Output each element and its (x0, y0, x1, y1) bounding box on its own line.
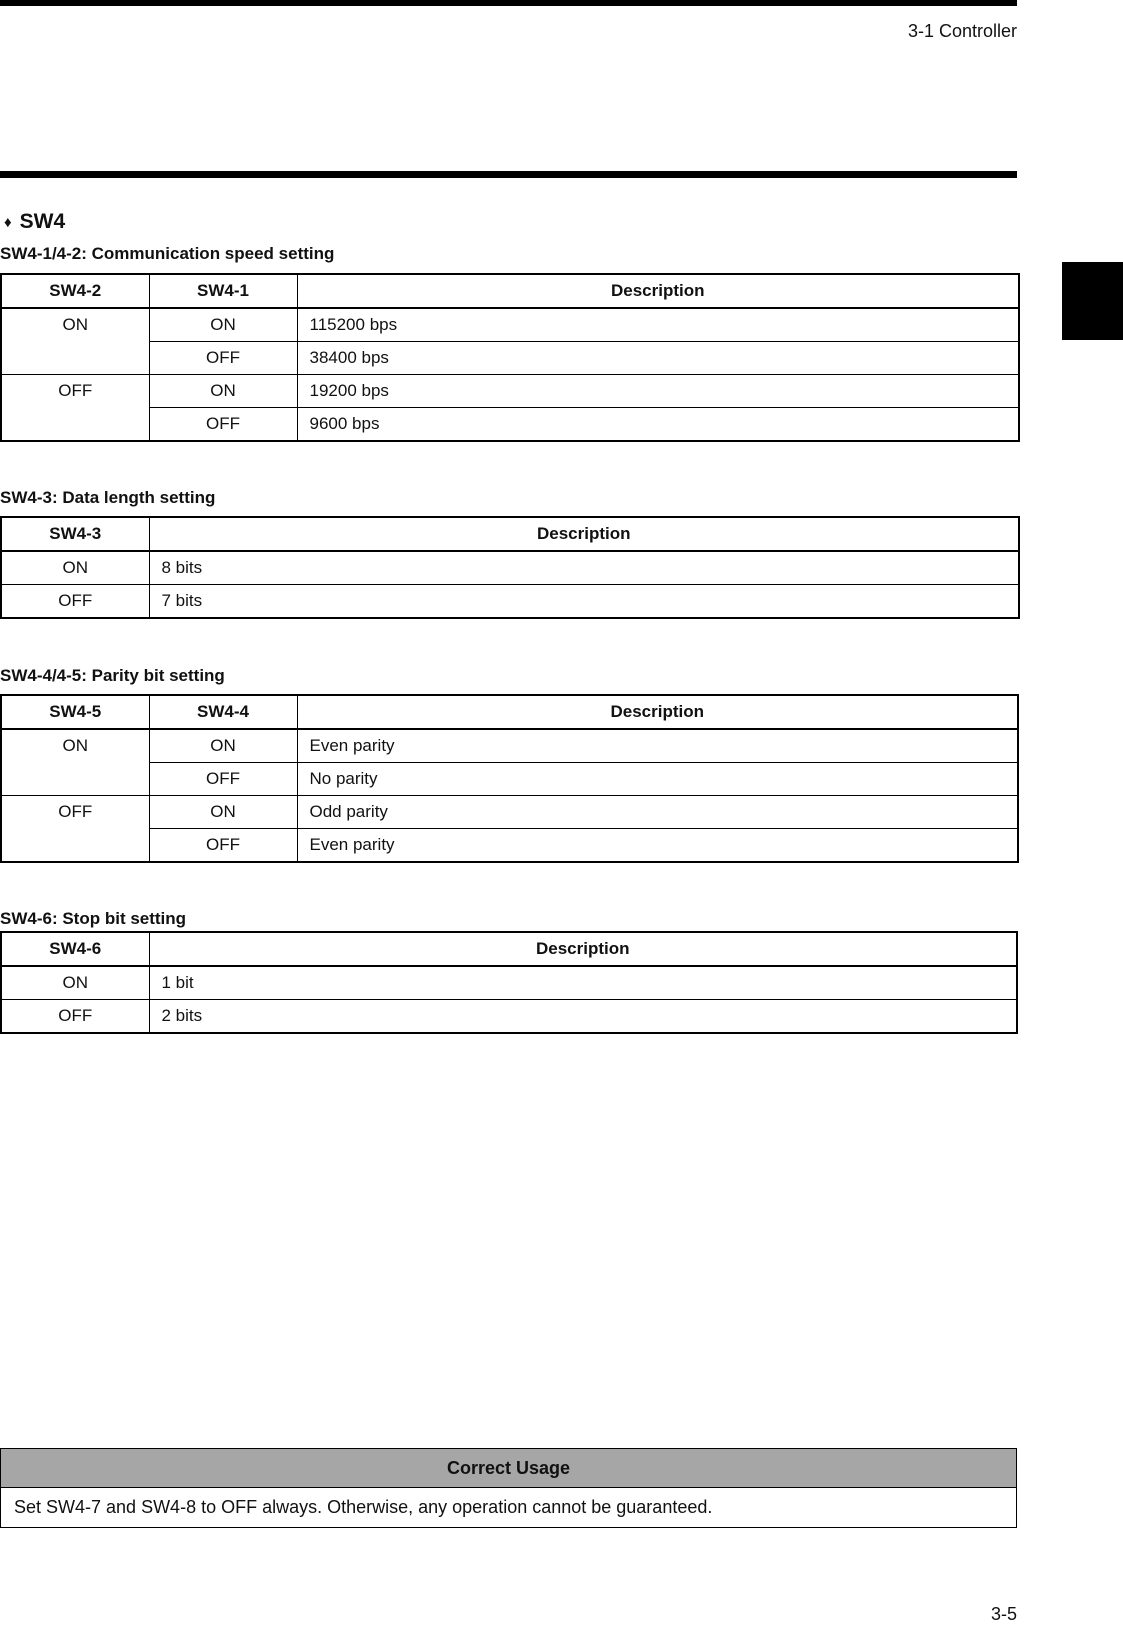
description-cell: 8 bits (149, 551, 1019, 585)
sw4-4-cell: OFF (149, 763, 297, 796)
table-row (1, 966, 1017, 1000)
sw4-5-cell: OFF (1, 796, 149, 863)
speed-table-caption: SW4-1/4-2: Communication speed setting (0, 244, 335, 263)
column-header: SW4-6 (1, 932, 149, 966)
sw4-1-cell: ON (149, 375, 297, 408)
table-row (1, 829, 1018, 863)
table-header-row (1, 695, 1018, 729)
description-cell: 7 bits (149, 585, 1019, 619)
diamond-bullet-icon: ♦ (4, 214, 12, 231)
description-cell: Even parity (297, 729, 1018, 763)
sw4-2-cell: ON (1, 308, 149, 375)
description-cell: Odd parity (297, 796, 1018, 829)
column-header: Description (297, 274, 1019, 308)
sw4-4-cell: OFF (149, 829, 297, 863)
data-length-table (0, 516, 1020, 619)
table-row (1, 342, 1019, 375)
description-cell: Even parity (297, 829, 1018, 863)
column-header: Description (149, 932, 1017, 966)
description-cell: 38400 bps (297, 342, 1019, 375)
description-cell: 1 bit (149, 966, 1017, 1000)
sw4-2-cell: OFF (1, 375, 149, 442)
sw4-1-cell: OFF (149, 408, 297, 442)
sw4-4-cell: ON (149, 729, 297, 763)
section-header: 3-1 Controller (907, 21, 1017, 41)
sw4-4-cell: ON (149, 796, 297, 829)
column-header: Description (149, 517, 1019, 551)
table-header-row (1, 517, 1019, 551)
table-row (1, 585, 1019, 619)
description-cell: 19200 bps (297, 375, 1019, 408)
sw4-1-cell: ON (149, 308, 297, 342)
column-header: SW4-3 (1, 517, 149, 551)
parity-setting-table (0, 694, 1019, 863)
correct-usage-box (0, 1448, 1017, 1528)
top-rule (0, 0, 1017, 6)
description-cell: 9600 bps (297, 408, 1019, 442)
correct-usage-text: Set SW4-7 and SW4-8 to OFF always. Otherwise, any operation cannot be guaranteed. (14, 1497, 713, 1517)
table-row (1, 796, 1018, 829)
parity-table-caption: SW4-4/4-5: Parity bit setting (0, 666, 225, 685)
sw4-6-cell: OFF (1, 1000, 149, 1034)
chapter-tab-marker (1062, 262, 1123, 340)
stop-table-caption: SW4-6: Stop bit setting (0, 909, 187, 928)
page-number: 3-5 (990, 1604, 1017, 1624)
table-row (1, 763, 1018, 796)
section-title (4, 210, 65, 234)
column-header: SW4-2 (1, 274, 149, 308)
speed-setting-table (0, 273, 1020, 442)
correct-usage-title: Correct Usage (1, 1449, 1016, 1488)
description-cell: 115200 bps (297, 308, 1019, 342)
sw4-3-cell: ON (1, 551, 149, 585)
stop-bit-table (0, 931, 1018, 1034)
table-header-row (1, 932, 1017, 966)
sw4-5-cell: ON (1, 729, 149, 796)
table-row (1, 551, 1019, 585)
sw4-1-cell: OFF (149, 342, 297, 375)
table-row (1, 729, 1018, 763)
table-row (1, 1000, 1017, 1034)
table-row (1, 408, 1019, 442)
sw4-6-cell: ON (1, 966, 149, 1000)
table-row (1, 375, 1019, 408)
description-cell: No parity (297, 763, 1018, 796)
column-header: SW4-1 (149, 274, 297, 308)
table-header-row (1, 274, 1019, 308)
column-header: SW4-4 (149, 695, 297, 729)
section-title-text: SW4 (19, 210, 66, 233)
length-table-caption: SW4-3: Data length setting (0, 488, 216, 507)
column-header: SW4-5 (1, 695, 149, 729)
column-header: Description (297, 695, 1018, 729)
sw4-3-cell: OFF (1, 585, 149, 619)
description-cell: 2 bits (149, 1000, 1017, 1034)
header-rule (0, 171, 1017, 178)
table-row (1, 308, 1019, 342)
